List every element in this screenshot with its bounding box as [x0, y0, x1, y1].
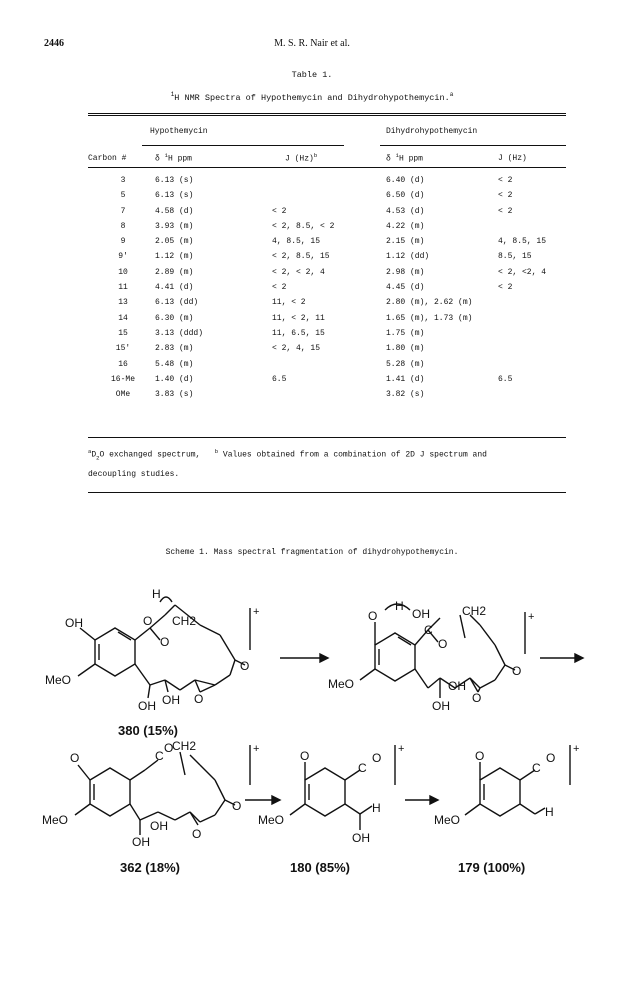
table-row: [0, 191, 624, 206]
cell-shift-dihydro: 3.82 (s): [386, 390, 425, 400]
atom-h-4: H: [372, 801, 381, 815]
cell-shift-dihydro: 2.80 (m), 2.62 (m): [386, 298, 473, 308]
atom-o-3: O: [70, 751, 80, 765]
cell-shift-hypothemycin: 1.12 (m): [155, 252, 194, 262]
cell-j-hypothemycin: < 2: [272, 206, 287, 216]
atom-o-3c: O: [192, 827, 202, 841]
cell-shift-hypothemycin: 3.93 (m): [155, 221, 194, 231]
table-row: [0, 360, 624, 375]
atom-c-2: C: [424, 623, 433, 637]
cell-j-hypothemycin: 11, 6.5, 15: [272, 328, 325, 338]
atom-o-1: O: [143, 614, 153, 628]
group-header-dihydrohypothemycin: Dihydrohypothemycin: [386, 127, 478, 136]
col-header-shift-1: δ $^1$H ppm: [155, 152, 192, 164]
table-rule-top-2: [88, 115, 566, 116]
cell-carbon: 3: [120, 176, 126, 185]
cell-shift-dihydro: 2.98 (m): [386, 267, 425, 277]
atom-ch2-3: CH2: [172, 739, 197, 753]
cell-shift-dihydro: 5.28 (m): [386, 359, 425, 369]
table-row: [0, 329, 624, 344]
charge-4: +: [398, 743, 405, 755]
cell-j-dihydro: < 2, <2, 4: [498, 267, 547, 277]
charge-2: +: [528, 611, 535, 623]
col-header-carbon: Carbon #: [88, 154, 127, 163]
table-caption-text: H NMR Spectra of Hypothemycin and Dihydrohypothemycin.: [174, 92, 450, 103]
cell-shift-hypothemycin: 2.89 (m): [155, 267, 194, 277]
cell-shift-dihydro: 1.41 (d): [386, 374, 425, 384]
atom-oh-1: OH: [65, 616, 83, 630]
group-rule-right: [380, 145, 566, 146]
atom-o-2: O: [368, 609, 378, 623]
charge-3: +: [253, 743, 260, 755]
cell-carbon: 8: [120, 221, 126, 231]
cell-shift-dihydro: 1.65 (m), 1.73 (m): [386, 313, 473, 323]
table-row: [0, 252, 624, 267]
atom-o-1c: O: [194, 692, 204, 706]
table-row: [0, 283, 624, 298]
cell-shift-dihydro: 4.45 (d): [386, 283, 425, 293]
atom-o-1d: O: [240, 659, 250, 673]
cell-carbon: 11: [118, 283, 128, 293]
cell-carbon: 9: [120, 237, 126, 247]
group-rule-left: [142, 145, 344, 146]
cell-shift-hypothemycin: 5.48 (m): [155, 359, 194, 369]
cell-j-hypothemycin: 6.5: [272, 374, 287, 384]
charge-5: +: [573, 743, 580, 755]
cell-j-hypothemycin: 4, 8.5, 15: [272, 237, 321, 247]
compound-label-362: 362 (18%): [120, 860, 180, 875]
atom-meo-1: MeO: [45, 673, 72, 687]
cell-shift-dihydro: 1.12 (dd): [386, 252, 430, 262]
cell-shift-dihydro: 6.40 (d): [386, 176, 425, 185]
table-row: [0, 390, 624, 405]
atom-oh-3b: OH: [150, 819, 168, 833]
table-row: [0, 268, 624, 283]
cell-shift-dihydro: 4.53 (d): [386, 206, 425, 216]
table-rule-header: [88, 167, 566, 168]
cell-j-hypothemycin: 11, < 2: [272, 298, 306, 308]
atom-o-3d: O: [232, 799, 242, 813]
footnote-line-2: decoupling studies.: [88, 470, 180, 479]
cell-shift-hypothemycin: 6.13 (s): [155, 191, 194, 201]
table-row: [0, 237, 624, 252]
cell-shift-hypothemycin: 1.40 (d): [155, 374, 194, 384]
cell-j-hypothemycin: < 2, 8.5, < 2: [272, 221, 335, 231]
structure-intermediate: [360, 604, 525, 698]
cell-shift-hypothemycin: 3.83 (s): [155, 390, 194, 400]
atom-oh-2b: OH: [432, 699, 450, 713]
table-caption: $^1$H NMR Spectra of Hypothemycin and Dihydrohypothemycin.$^a$: [170, 91, 454, 103]
charge-1: +: [253, 606, 260, 618]
cell-j-hypothemycin: 11, < 2, 11: [272, 313, 325, 323]
atom-o-1b: O: [160, 635, 170, 649]
atom-ch2-2: CH2: [462, 604, 487, 618]
cell-shift-dihydro: 6.50 (d): [386, 191, 425, 201]
table-row: [0, 344, 624, 359]
table-row: [0, 375, 624, 390]
cell-j-dihydro: < 2: [498, 176, 513, 185]
cell-shift-dihydro: 1.80 (m): [386, 344, 425, 354]
atom-meo-2: MeO: [328, 677, 355, 691]
cell-carbon: 10: [118, 267, 128, 277]
atom-o-4: O: [300, 749, 310, 763]
cell-carbon: 14: [118, 313, 128, 323]
cell-j-dihydro: 6.5: [498, 374, 513, 384]
col-header-j-2: J (Hz): [498, 154, 527, 163]
table-title: Table 1.: [291, 70, 333, 80]
atom-o-2c: O: [472, 691, 482, 705]
running-head: M. S. R. Nair et al.: [274, 38, 350, 49]
cell-carbon: 15': [115, 344, 131, 354]
cell-j-dihydro: 4, 8.5, 15: [498, 237, 547, 247]
atom-oh-3: OH: [132, 835, 150, 849]
atom-c-4: C: [358, 761, 367, 775]
atom-oh-2: OH: [412, 607, 430, 621]
cell-shift-hypothemycin: 2.83 (m): [155, 344, 194, 354]
arrow-4-head: [430, 796, 438, 804]
cell-j-dihydro: < 2: [498, 191, 513, 201]
cell-shift-hypothemycin: 3.13 (ddd): [155, 328, 204, 338]
table-rule-bottom: [88, 437, 566, 438]
page-number: 2446: [44, 38, 64, 49]
group-header-hypothemycin: Hypothemycin: [150, 127, 208, 136]
atom-oh-1c: OH: [162, 693, 180, 707]
footnote-rule: [88, 492, 566, 493]
cell-shift-dihydro: 1.75 (m): [386, 328, 425, 338]
scheme-diagram: [0, 580, 624, 880]
atom-c-5: C: [532, 761, 541, 775]
cell-j-dihydro: < 2: [498, 206, 513, 216]
arrow-2-head: [575, 654, 583, 662]
arrow-3-head: [272, 796, 280, 804]
compound-label-180: 180 (85%): [290, 860, 350, 875]
atom-ch2-1: CH2: [172, 614, 197, 628]
cell-carbon: 16-Me: [110, 374, 135, 384]
atom-c-3: C: [155, 749, 164, 763]
atom-oh-2c: OH: [448, 679, 466, 693]
compound-label-179: 179 (100%): [458, 860, 526, 875]
atom-o-4b: O: [372, 751, 382, 765]
cell-carbon: 15: [118, 328, 128, 338]
atom-o-5b: O: [546, 751, 556, 765]
scheme-caption: Scheme 1. Mass spectral fragmentation of dihydrohypothemycin.: [165, 548, 459, 557]
atom-o-2b: O: [438, 637, 448, 651]
table-row: [0, 314, 624, 329]
table-row: [0, 222, 624, 237]
cell-shift-hypothemycin: 2.05 (m): [155, 237, 194, 247]
cell-carbon: 7: [120, 206, 126, 216]
atom-o-2d: O: [512, 664, 522, 678]
atom-o-3b: O: [164, 741, 174, 755]
cell-j-dihydro: 8.5, 15: [498, 252, 532, 262]
atom-oh-1b: OH: [138, 699, 156, 713]
cell-j-dihydro: < 2: [498, 283, 513, 293]
atom-oh-4: OH: [352, 831, 370, 845]
atom-meo-4: MeO: [258, 813, 285, 827]
atom-h-1: H: [152, 587, 161, 601]
col-header-shift-2: δ $^1$H ppm: [386, 152, 423, 164]
cell-carbon: 16: [118, 359, 128, 369]
atom-h-2: H: [395, 599, 404, 613]
col-header-j-1: J $(Hz)^b$: [285, 152, 318, 164]
cell-carbon: 13: [118, 298, 128, 308]
footnote-line-1: $^aD_2O$ exchanged spectrum, $^b$ Values obtained from a combination of 2D J spectrum and: [88, 448, 487, 462]
atom-o-5: O: [475, 749, 485, 763]
table-row: [0, 207, 624, 222]
cell-carbon: 5: [120, 191, 126, 201]
atom-meo-3: MeO: [42, 813, 69, 827]
cell-j-hypothemycin: < 2, 4, 15: [272, 344, 321, 354]
cell-shift-dihydro: 2.15 (m): [386, 237, 425, 247]
cell-shift-hypothemycin: 6.30 (m): [155, 313, 194, 323]
cell-carbon: 9': [118, 252, 128, 262]
cell-j-hypothemycin: < 2: [272, 283, 287, 293]
cell-j-hypothemycin: < 2, 8.5, 15: [272, 252, 330, 262]
table-row: [0, 176, 624, 191]
table-rule-top: [88, 113, 566, 114]
cell-shift-dihydro: 4.22 (m): [386, 221, 425, 231]
cell-shift-hypothemycin: 6.13 (dd): [155, 298, 199, 308]
table-row: [0, 298, 624, 313]
compound-label-380: 380 (15%): [118, 723, 178, 738]
table-body: [0, 176, 624, 405]
atom-meo-5: MeO: [434, 813, 461, 827]
cell-shift-hypothemycin: 4.58 (d): [155, 206, 194, 216]
cell-shift-hypothemycin: 6.13 (s): [155, 176, 194, 185]
arrow-1-head: [320, 654, 328, 662]
atom-h-5: H: [545, 805, 554, 819]
cell-shift-hypothemycin: 4.41 (d): [155, 283, 194, 293]
cell-carbon: OMe: [115, 390, 131, 400]
cell-j-hypothemycin: < 2, < 2, 4: [272, 267, 325, 277]
